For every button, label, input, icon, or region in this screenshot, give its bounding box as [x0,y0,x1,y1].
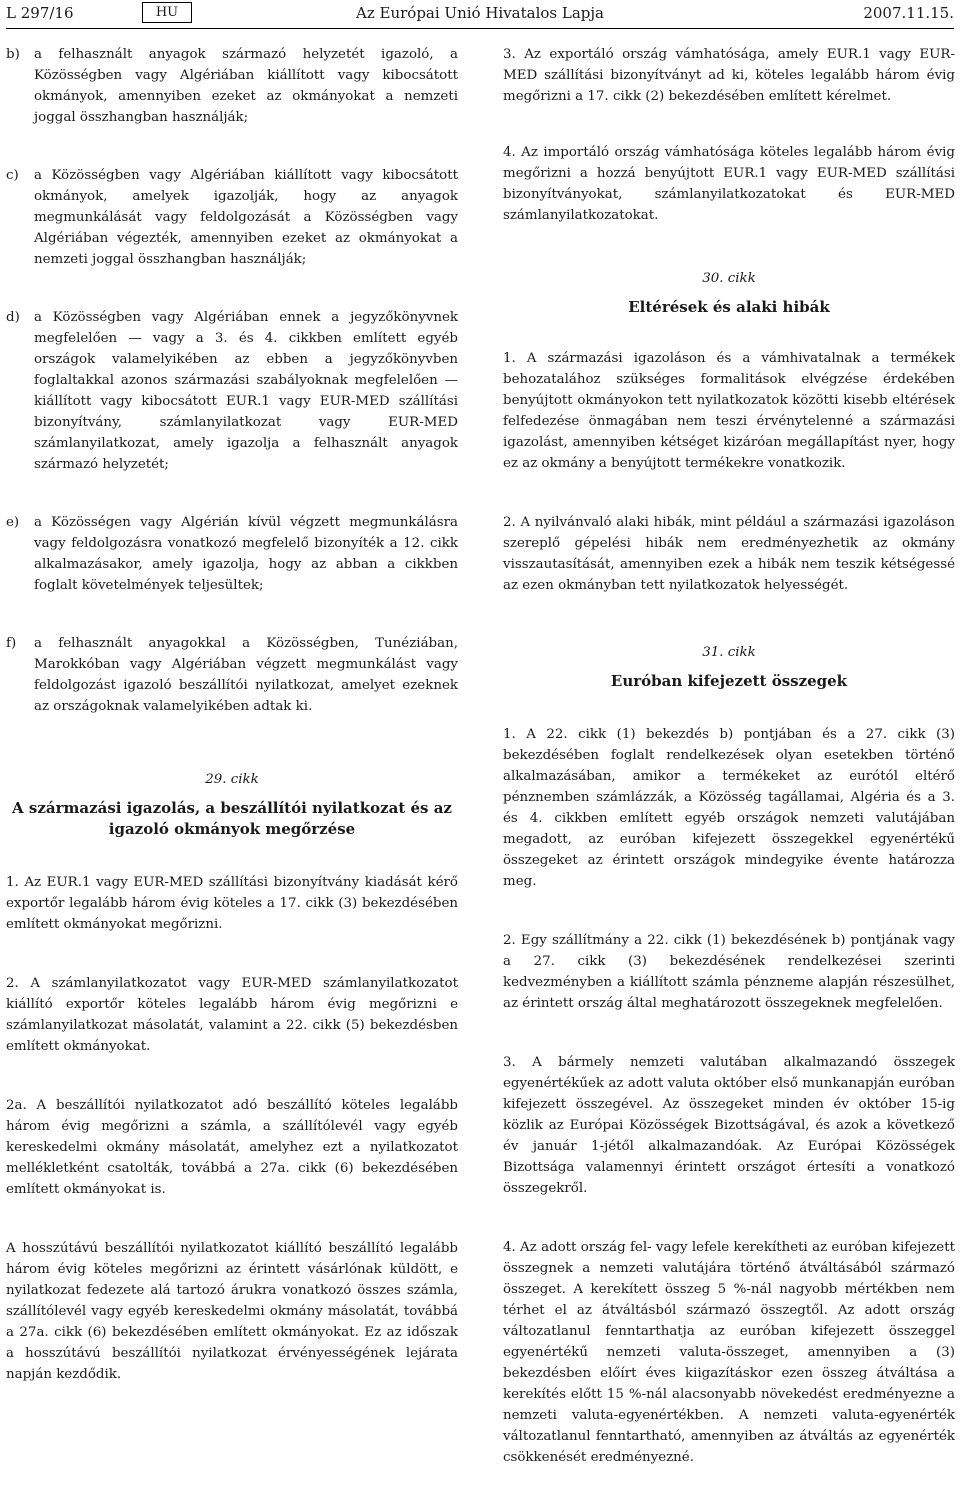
journal-title: Az Európai Unió Hivatalos Lapja [356,4,604,22]
paragraph: 4. Az importáló ország vámhatósága köteles legalább három évig megőrizni a hozzá benyújtott EUR.1 vagy EUR-MED szállítási bizonyítványokat, számlanyilatkozatokat és EUR-MED számlanyilatkozatokat. [503,145,955,223]
article-title: A származási igazolás, a beszállítói nyilatkozat és az igazoló okmányok megőrzése [12,799,452,838]
article-number: 30. cikk [702,271,756,286]
paragraph: A hosszútávú beszállítói nyilatkozatot kiállító beszállító legalább három évig köteles megőrizni az érintett vásárlónak küldött, e nyilatkozat fedezete alá tartozó árukra vonatkozó összes számla, szállítólevél vagy egyéb kereskedelmi okmány másolatát, továbbá a 27a. cikk (6) bekezdésében említett okmányokat. Ez az időszak a hosszútávú beszállítói nyilatkozat érvényességének lejárata napján kezdődik. [6,1241,458,1382]
list-item-text: a Közösségben vagy Algériában kiállított vagy kibocsátott okmányok, amelyek igazolják, hogy az anyagok megmunkálását vagy feldolgozását a Közösségben vagy Algériában végezték, amennyiben ezeket az okmányokat a nemzeti joggal összhangban használják; [34,168,458,267]
publication-date: 2007.11.15. [863,4,954,22]
language-badge: HU [142,2,192,23]
list-item-label: e) [6,515,20,530]
article-title: Eltérések és alaki hibák [628,298,830,316]
list-item-text: a felhasznált anyagokkal a Közösségben, Tunéziában, Marokkóban vagy Algériában végzett megmunkálást vagy feldolgozást igazoló beszállítói nyilatkozat, amelyet ezeknek az országoknak valamelyikében adtak ki. [34,636,458,714]
page-reference: L 297/16 [6,4,74,22]
paragraph: 2. A nyilvánvaló alaki hibák, mint például a származási igazoláson szereplő gépelési hibák nem eredményezhetik az okmány visszautasítását, amennyiben ezek a hibák nem teszik kétségessé az ezen okmányban tett nyilatkozatok helyességét. [503,515,955,593]
right-column [503,44,955,1506]
list-item [6,512,458,596]
list-item [6,44,458,128]
paragraph: 1. A 22. cikk (1) bekezdés b) pontjában és a 27. cikk (3) bekezdésében foglalt rendelkezések olyan esetekben történő alkalmazásában, amikor a termékeket az eurótól eltérő pénznemben számlázzák, a Közösség tagállamai, Algéria és a 3. és 4. cikkben említett egyéb országok nemzeti valutájában megadott, az euróban kifejezett összegekkel egyenértékű összegeket az érintett országok mindegyike évente határozza meg. [503,727,955,889]
article-number: 31. cikk [702,645,756,660]
list-item-text: a Közösségben vagy Algériában ennek a jegyzőkönyvnek megfelelően — vagy a 3. és 4. cikkben említett egyéb országok valamelyikében az ebben a jegyzőkönyvben foglaltakkal azonos származási szabályoknak megfelelően — kiállított vagy kibocsátott EUR.1 vagy EUR-MED szállítási bizonyítvány, számlanyilatkozat vagy EUR-MED számlanyilatkozat, amely igazolja a felhasznált anyagok származó helyzetét; [34,310,458,472]
paragraph: 3. Az exportáló ország vámhatósága, amely EUR.1 vagy EUR-MED szállítási bizonyítványt ad ki, köteles legalább három évig megőrizni a 17. cikk (2) bekezdésében említett kérelmet. [503,47,955,104]
article-number: 29. cikk [205,772,259,787]
paragraph: 2. A számlanyilatkozatot vagy EUR-MED számlanyilatkozatot kiállító exportőr köteles legalább három évig megőrizni e számlanyilatkozat másolatát, valamint a 22. cikk (5) bekezdésben említett okmányokat. [6,976,458,1054]
paragraph: 2a. A beszállítói nyilatkozatot adó beszállító köteles legalább három évig megőrizni a számla, a szállítólevél vagy egyéb kereskedelmi okmány másolatát, amelyhez ezt a nyilatkozatot mellékletként csatolták, továbbá a 27a. cikk (6) bekezdésében említett okmányokat is. [6,1098,458,1197]
list-item-text: a Közösségen vagy Algérián kívül végzett megmunkálásra vagy feldolgozásra vonatkozó megfelelő bizonyíték a 12. cikk alkalmazásakor, amely igazolja, hogy az abban a cikkben foglalt követelmények teljesültek; [34,515,458,593]
paragraph: 1. Az EUR.1 vagy EUR-MED szállítási bizonyítvány kiadását kérő exportőr legalább három évig köteles a 17. cikk (3) bekezdésében említett okmányokat megőrizni. [6,875,458,932]
paragraph: 2. Egy szállítmány a 22. cikk (1) bekezdésének b) pontjának vagy a 27. cikk (3) bekezdésének rendelkezései szerinti kedvezményben a kiállított számla pénzneme alapján részesülhet, az érintett ország által meghatározott összegeknek megfelelően. [503,933,955,1011]
list-item [6,633,458,717]
list-item [6,165,458,270]
list-item-text: a felhasznált anyagok származó helyzetét igazoló, a Közösségben vagy Algériában kiállított vagy kibocsátott okmányok, amennyiben ezeket az okmányokat a nemzeti joggal összhangban használják; [34,47,458,125]
left-column [6,44,458,1423]
article-title: Euróban kifejezett összegek [610,672,848,690]
list-item-label: c) [6,168,19,183]
list-item-label: f) [6,636,17,651]
page-header [6,0,954,29]
paragraph: 4. Az adott ország fel- vagy lefele kerekítheti az euróban kifejezett összegnek a nemzeti valutájára történő átváltásából származó összeget. A kerekített összeg 5 %-nál nagyobb mértékben nem térhet el az átváltásból származó összegtől. Az adott ország változatlanul fenntarthatja az euróban kifejezett összeggel egyenértékű nemzeti valuta-összeget, amennyiben a (3) bekezdésben előírt éves kiigazításkor ezen összeg átváltása a kerekítés előtt 15 %-nál alacsonyabb növekedést eredményezne a nemzeti valuta-egyenértékben. A nemzeti valuta-egyenérték változatlanul fenntartható, amennyiben az átváltás az egyenérték csökkenését eredményezné. [503,1240,955,1465]
list-item-label: b) [6,47,20,62]
paragraph: 1. A származási igazoláson és a vámhivatalnak a termékek behozatalához szükséges formalitások elvégzése érdekében benyújtott okmányokon tett nyilatkozatok közötti kisebb eltérések felfedezése önmagában nem teszi érvénytelenné a származási igazolást, amennyiben kétséget kizáróan megállapítást nyer, hogy ez az okmány a benyújtott termékekre vonatkozik. [503,351,955,471]
list-item-label: d) [6,310,20,325]
paragraph: 3. A bármely nemzeti valutában alkalmazandó összegek egyenértékűek az adott valuta október első munkanapján euróban kifejezett összegével. Az összegeket minden év október 15-ig közlik az Európai Közösségek Bizottságával, és azok a következő év január 1-jétől alkalmazandóak. Az Európai Közösségek Bizottsága valamennyi érintett országot értesíti a vonatkozó összegekről. [503,1055,955,1196]
list-item [6,307,458,475]
